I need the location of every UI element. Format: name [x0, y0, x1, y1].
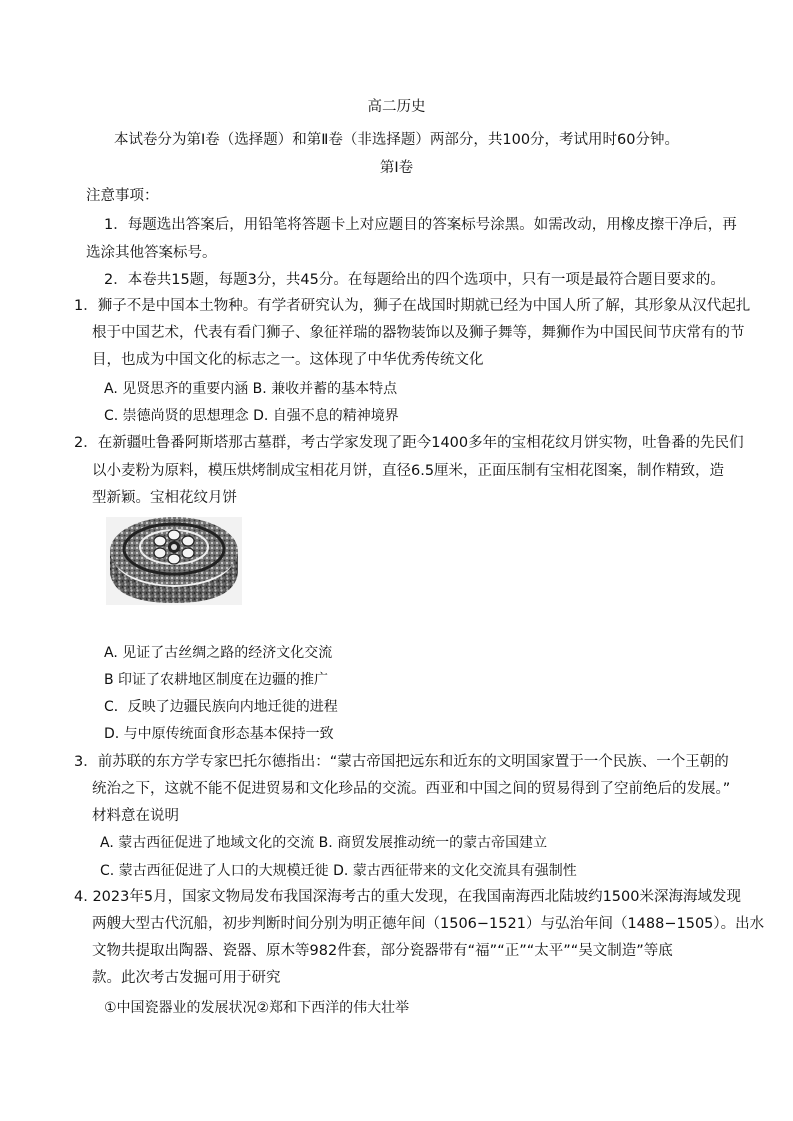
exam-intro: 本试卷分为第Ⅰ卷（选择题）和第Ⅱ卷（非选择题）两部分，共100分，考试用时60分钟。	[113, 132, 680, 148]
q3-stem-line-2: 统治之下，这就不能不促进贸易和文化珍品的交流。西亚和中国之间的贸易得到了空前绝后的发展。”	[92, 781, 731, 797]
notes-heading: 注意事项：	[86, 188, 159, 204]
q2-stem-line-3: 型新颖。宝相花纹月饼	[92, 490, 237, 506]
q3-options-cd: C. 蒙古西征促进了人口的大规模迁徙 D. 蒙古西征带来的文化交流具有强制性	[100, 863, 577, 879]
page-title: 高二历史	[367, 99, 426, 115]
q3-stem-line-3: 材料意在说明	[92, 808, 179, 824]
q2-stem-line-1: 2．在新疆吐鲁番阿斯塔那古墓群，考古学家发现了距今1400多年的宝相花纹月饼实物，吐鲁番的先民们	[74, 435, 744, 451]
q3-stem-line-1: 3．前苏联的东方学专家巴托尔德指出：“蒙古帝国把远东和近东的文明国家置于一个民族、一个王朝的	[74, 754, 729, 770]
mooncake-photo	[106, 517, 242, 605]
q2-option-c: C．反映了边疆民族向内地迁徙的进程	[104, 699, 338, 715]
notes-item-2: 2．本卷共15题，每题3分，共45分。在每题给出的四个选项中，只有一项是最符合题目要求的。	[104, 272, 725, 288]
q2-option-b: B 印证了农耕地区制度在边疆的推广	[104, 672, 329, 688]
q4-stem-line-1: 4. 2023年5月，国家文物局发布我国深海考古的重大发现，在我国南海西北陆坡约1500米深海海域发现	[74, 889, 741, 905]
q4-stem-line-4: 款。此次考古发掘可用于研究	[92, 970, 281, 986]
q3-options-ab: A. 蒙古西征促进了地域文化的交流 B. 商贸发展推动统一的蒙古帝国建立	[100, 835, 548, 851]
notes-item-1-line-2: 选涂其他答案标号。	[86, 245, 217, 261]
q1-stem-line-2: 根于中国艺术，代表有看门狮子、象征祥瑞的器物装饰以及狮子舞等，舞狮作为中国民间节庆常有的节	[92, 325, 745, 341]
q1-options-cd: C. 崇德尚贤的思想理念 D. 自强不息的精神境界	[104, 408, 399, 424]
q1-options-ab: A. 见贤思齐的重要内涵 B. 兼收并蓄的基本特点	[104, 381, 398, 397]
q2-option-d: D. 与中原传统面食形态基本保持一致	[104, 726, 334, 742]
notes-item-1-line-1: 1．每题选出答案后，用铅笔将答题卡上对应题目的答案标号涂黑。如需改动，用橡皮擦干净后，再	[104, 217, 737, 233]
q2-option-a: A. 见证了古丝绸之路的经济文化交流	[104, 645, 333, 661]
section-heading: 第Ⅰ卷	[379, 160, 414, 176]
q2-stem-line-2: 以小麦粉为原料，模压烘烤制成宝相花月饼，直径6.5厘米，正面压制有宝相花图案，制作精致，造	[92, 463, 725, 479]
q4-stem-line-3: 文物共提取出陶器、瓷器、原木等982件套，部分瓷器带有“福”“正”“太平”“吴文制造”等底	[92, 943, 673, 959]
q1-stem-line-1: 1．狮子不是中国本土物种。有学者研究认为，狮子在战国时期就已经为中国人所了解，其形象从汉代起扎	[74, 298, 751, 314]
q4-statements: ①中国瓷器业的发展状况②郑和下西洋的伟大壮举	[104, 1000, 410, 1016]
q4-stem-line-2: 两艘大型古代沉船，初步判断时间分别为明正德年间（1506−1521）与弘治年间（1488−1505）。出水	[92, 916, 765, 932]
q1-stem-line-3: 目，也成为中国文化的标志之一。这体现了中华优秀传统文化	[92, 352, 484, 368]
